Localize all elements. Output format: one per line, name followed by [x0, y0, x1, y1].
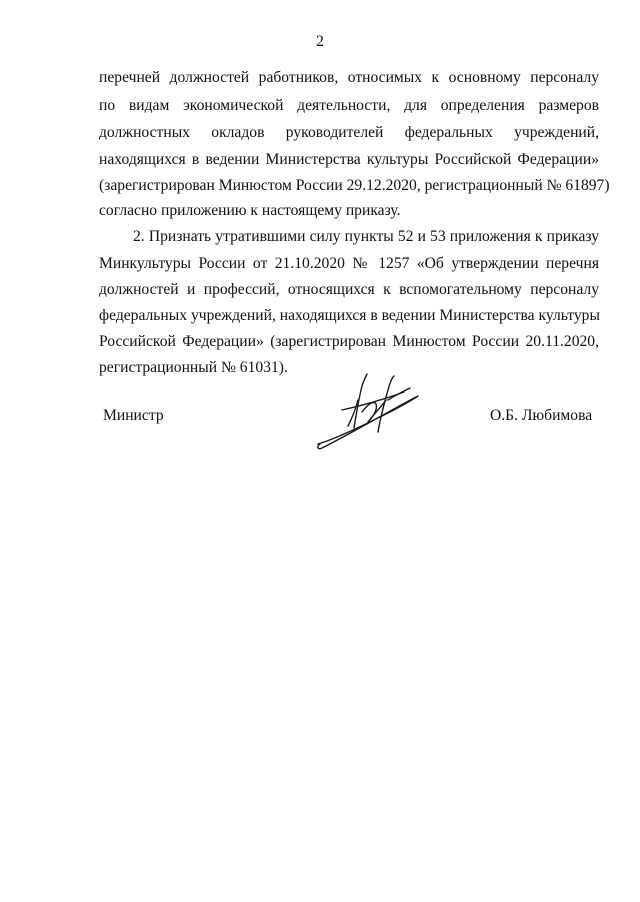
paragraph-1-line-4: находящихся в ведении Министерства культуры Российской Федерации» [99, 151, 599, 168]
paragraph-1-line-6: согласно приложению к настоящему приказу. [99, 202, 401, 219]
signatory-name: О.Б. Любимова [490, 407, 593, 424]
paragraph-2-line-4: федеральных учреждений, находящихся в ведении Министерства культуры [99, 307, 600, 324]
paragraph-2-line-1: 2. Признать утратившими силу пункты 52 и 53 приложения к приказу [133, 228, 599, 245]
page-number: 2 [316, 33, 324, 50]
paragraph-1-line-2: по видам экономической деятельности, для определения размеров [99, 97, 599, 114]
paragraph-1-line-5: (зарегистрирован Минюстом России 29.12.2020, регистрационный № 61897) [99, 177, 610, 194]
paragraph-2-line-6: регистрационный № 61031). [99, 359, 288, 376]
paragraph-2-line-3: должностей и профессий, относящихся к вспомогательному персоналу [99, 281, 599, 298]
paragraph-2-line-2: Минкультуры России от 21.10.2020 № 1257 «Об утверждении перечня [99, 255, 599, 272]
signatory-title: Министр [103, 407, 164, 424]
paragraph-2-line-5: Российской Федерации» (зарегистрирован Минюстом России 20.11.2020, [99, 333, 599, 350]
paragraph-1-line-1: перечней должностей работников, относимых к основному персоналу [99, 69, 599, 86]
paragraph-1-line-3: должностных окладов руководителей федеральных учреждений, [99, 124, 599, 141]
handwritten-signature [312, 370, 424, 452]
